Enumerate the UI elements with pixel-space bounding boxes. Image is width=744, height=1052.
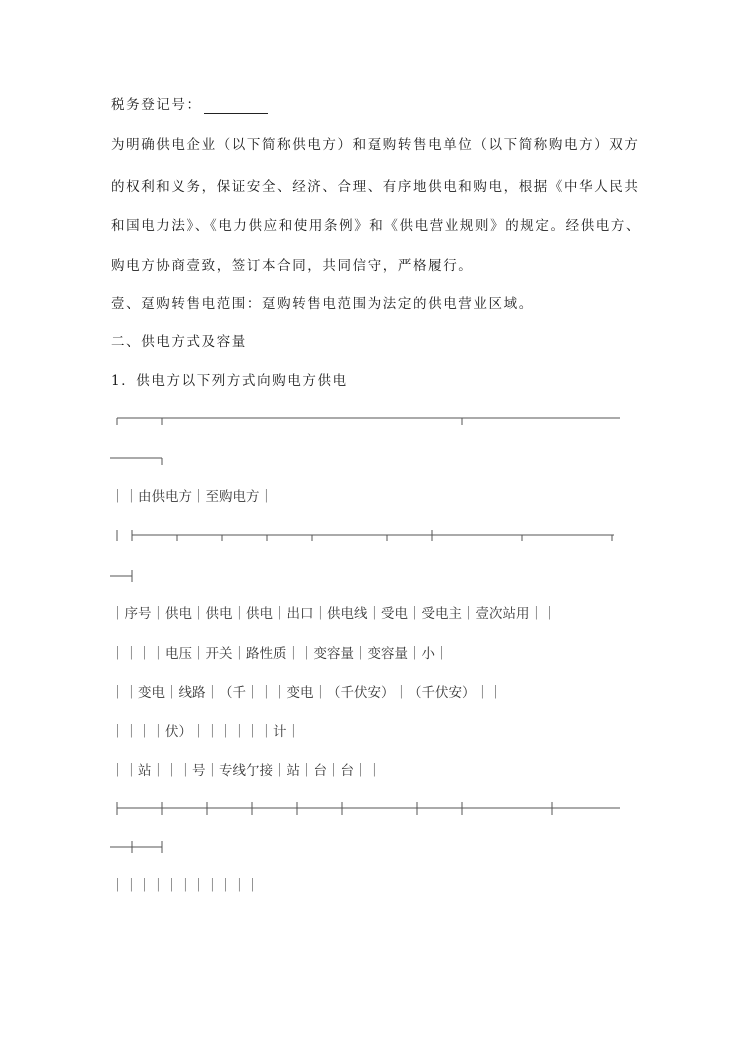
- table-header-row: ｜｜由供电方｜至购电方｜: [111, 489, 273, 505]
- intro-paragraph-line-3: 和国电力法》、《电力供应和使用条例》和《供电营业规则》的规定。经供电方、: [111, 218, 642, 234]
- table-column-row-5: ｜｜站｜｜｜号｜专线亇接｜站｜台｜台｜｜: [111, 763, 381, 779]
- table-column-row-2: ｜｜｜｜电压｜开关｜路性质｜｜变容量｜变容量｜小｜: [111, 646, 449, 662]
- section-1-heading: 壹、趸购转售电范围：趸购转售电范围为法定的供电营业区域。: [111, 296, 534, 312]
- table-column-row-4: ｜｜｜｜伏）｜｜｜｜｜｜计｜: [111, 724, 300, 740]
- item-1-heading: 1．供电方以下列方式向购电方供电: [111, 373, 348, 389]
- tax-registration-label: 税务登记号：: [111, 97, 202, 113]
- table-column-row-3: ｜｜变电｜线路｜（千｜｜｜变电｜（千伏安）｜（千伏安）｜｜: [111, 685, 503, 701]
- intro-paragraph-line-4: 购电方协商壹致，签订本合同，共同信守，严格履行。: [111, 258, 474, 274]
- section-2-heading: 二、供电方式及容量: [111, 334, 247, 350]
- table-column-row-1: ｜序号｜供电｜供电｜供电｜出口｜供电线｜受电｜受电主｜壹次站用｜｜: [111, 606, 557, 622]
- intro-paragraph-line-1: 为明确供电企业（以下简称供电方）和趸购转售电单位（以下简称购电方）双方: [111, 137, 640, 153]
- intro-paragraph-line-2: 的权利和义务，保证安全、经济、合理、有序地供电和购电，根据《中华人民共: [111, 179, 640, 195]
- table-empty-row: ｜｜｜｜｜｜｜｜｜｜｜: [111, 878, 260, 894]
